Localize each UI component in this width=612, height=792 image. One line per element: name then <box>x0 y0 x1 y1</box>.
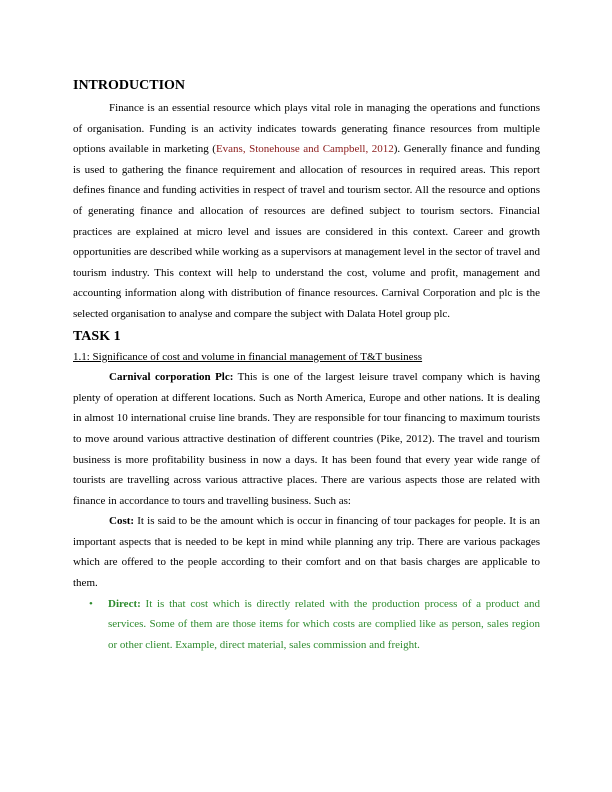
list-item-direct <box>73 594 540 656</box>
carnival-label: Carnival corporation Plc: <box>109 371 234 384</box>
cost-text: It is said to be the amount which is occur in financing of tour packages for people. It is an important aspects that is needed to be kept in mind while planning any trip. There are various packages which are offered to the people according to their comfort and on that basis charges are applicable to them. <box>73 515 540 590</box>
intro-text-start: Finance is an essential resource which plays vital role in managing the operations and functions of organisation. Funding is an activity indicates towards generating finance resources from multiple options available in marketing ( <box>73 102 540 156</box>
intro-text-end: ). Generally finance and funding is used to gathering the finance requirement and allocation of resources in required areas. This report defines finance and funding activities in respect of travel and tourism sector. All the resource and options of generating finance and allocation of resources are defined subject to tourism sectors. Financial practices are explained at micro level and issues are considered in this context. Career and growth opportunities are described while working as a supervisors at management level in the sector of travel and tourism industry. This context will help to understand the cost, volume and profit, management and accounting information along with distribution of finance resources. Carnival Corporation and plc is the selected organisation to analyse and compare the subject with Dalata Hotel group plc. <box>73 143 540 320</box>
bullet-icon: • <box>89 597 93 610</box>
cost-label: Cost: <box>109 515 135 528</box>
task1-subheading: 1.1: Significance of cost and volume in financial management of T&T business <box>73 350 423 363</box>
intro-citation: Evans, Stonehouse and Campbell, 2012 <box>215 143 394 156</box>
direct-text: It is that cost which is directly related with the production process of a product and services. Some of them are those items for which costs are complied like as person, sales region or other client. Example, direct material, sales commission and freight. <box>108 597 540 651</box>
carnival-text: This is one of the largest leisure travel company which is having plenty of operation at different locations. Such as North America, Europe and other nations. It is dealing in almost 10 international cruise line brands. They are responsible for tour financing to maximum tourists to move around various attractive destination of different countries (Pike, 2012). The travel and tourism business is more profitability business in now a days. It has been found that every year wide range of tourists are travelling across various attractive places. There are various aspects those are related with finance in accordance to tours and travelling business. Such as: <box>73 371 540 507</box>
task1-heading: TASK 1 <box>73 328 121 344</box>
document-page <box>73 76 540 655</box>
carnival-paragraph <box>73 367 540 511</box>
direct-label: Direct: <box>108 597 141 610</box>
introduction-heading: INTRODUCTION <box>73 78 186 93</box>
cost-types-list <box>73 594 540 656</box>
cost-paragraph <box>73 511 540 593</box>
introduction-paragraph <box>73 98 540 325</box>
